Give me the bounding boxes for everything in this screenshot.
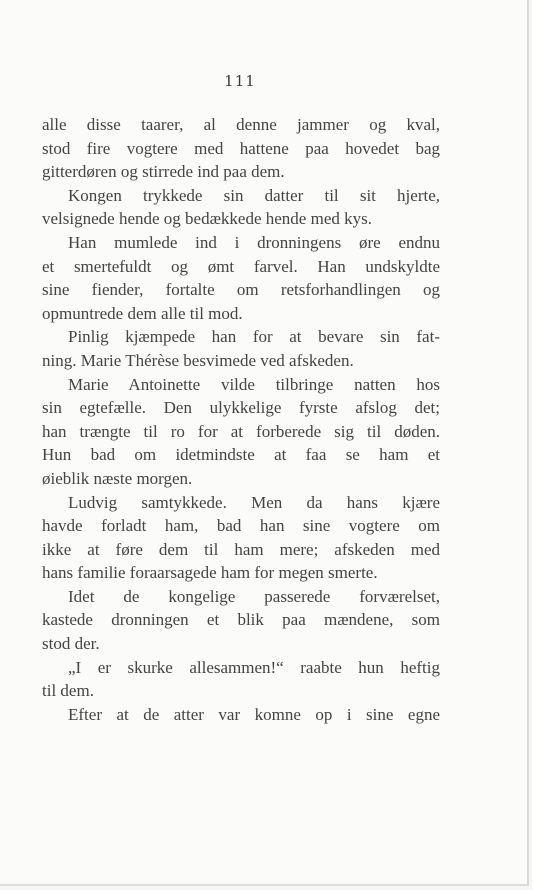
text-line-14: han trængte til ro for at forberede sig til døden.	[42, 421, 440, 441]
text-line-21: Idet de kongelige passerede forværelset,	[68, 586, 440, 606]
text-line-11: ning. Marie Thérèse besvimede ved afskeden.	[42, 350, 354, 370]
text-line-6: Han mumlede ind i dronningens øre endnu	[68, 232, 440, 252]
text-line-24: „I er skurke allesammen!“ raabte hun heftig	[68, 657, 440, 677]
text-line-20: hans familie foraarsagede ham for megen smerte.	[42, 563, 378, 583]
text-line-2: stod fire vogtere med hattene paa hovedet bag	[42, 138, 440, 158]
text-line-18: havde forladt ham, bad han sine vogtere om	[42, 516, 440, 536]
text-line-12: Marie Antoinette vilde tilbringe natten hos	[68, 374, 440, 394]
text-line-23: stod der.	[42, 634, 100, 654]
text-line-26: Efter at de atter var komne op i sine egne	[68, 704, 440, 724]
text-line-13: sin egtefælle. Den ulykkelige fyrste afslog det;	[42, 398, 440, 418]
text-line-15: Hun bad om idetmindste at faa se ham et	[42, 445, 440, 465]
text-line-1: alle disse taarer, al denne jammer og kval,	[42, 115, 440, 134]
text-line-19: ikke at føre dem til ham mere; afskeden med	[42, 539, 440, 559]
text-line-17: Ludvig samtykkede. Men da hans kjære	[68, 492, 440, 512]
text-line-8: sine fiender, fortalte om retsforhandlingen og	[42, 280, 440, 300]
text-line-7: et smertefuldt og ømt farvel. Han undskyldte	[42, 256, 440, 276]
text-line-5: velsignede hende og bedækkede hende med kys.	[42, 209, 372, 229]
page-number: 111	[224, 72, 256, 90]
text-line-16: øieblik næste morgen.	[42, 468, 193, 488]
text-line-10: Pinlig kjæmpede han for at bevare sin fat-	[68, 327, 440, 347]
text-line-25: til dem.	[42, 681, 94, 701]
body-text	[42, 113, 440, 726]
text-line-9: opmuntrede dem alle til mod.	[42, 303, 243, 323]
text-line-3: gitterdøren og stirrede ind paa dem.	[42, 162, 285, 182]
text-line-22: kastede dronningen et blik paa mændene, som	[42, 610, 440, 630]
text-line-4: Kongen trykkede sin datter til sit hjerte,	[68, 185, 440, 205]
